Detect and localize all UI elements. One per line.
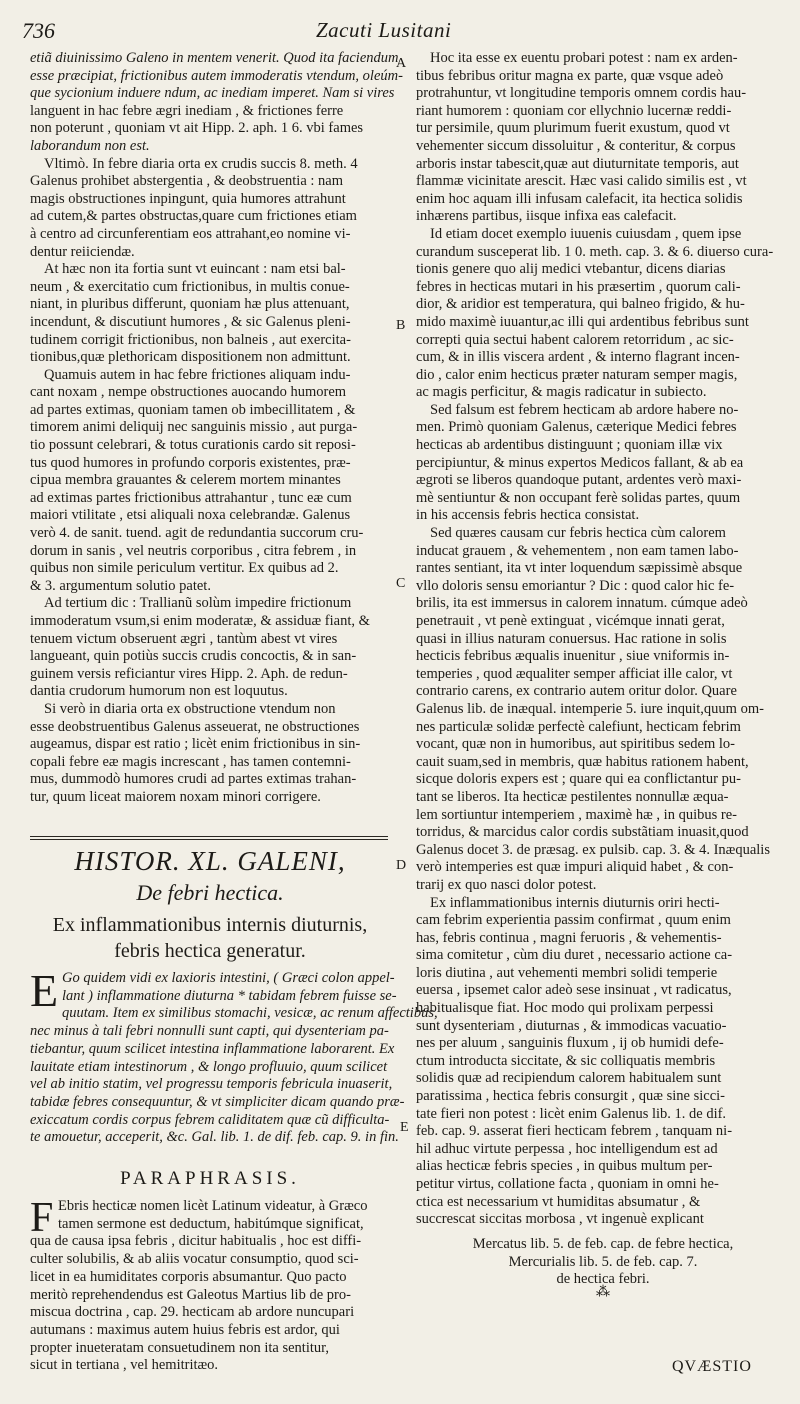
left-column-line: neum , & exercitatio cum frictionibus, in multis conue-	[30, 278, 350, 295]
right-column-line: riant humorem : quoniam cor ellychnio lucernæ reddi-	[416, 102, 732, 119]
right-column-line: torridus, & marcidus calor cordis substãtiam inuasit,quod	[416, 824, 749, 841]
history-description-line-1: Ex inflammationibus internis diuturnis,	[52, 914, 368, 936]
left-column-line: que sycionium induere ndum, ac inediam imperet. Nam si vires	[30, 85, 395, 102]
left-column-line: laborandum non est.	[30, 137, 150, 154]
left-column-line: verò 4. de sanit. tuend. agit de redundantia succorum cru-	[30, 525, 364, 542]
left-column-line: dorum in sanis , vel neutris corporibus , citra febrem , in	[30, 542, 357, 559]
margin-letter-e: E	[400, 1120, 409, 1135]
right-column-line: tibus febribus oritur magna ex parte, quæ vsque adeò	[416, 67, 724, 84]
right-column-line: percipiuntur, & minus expertos Medicos fallant, & ab ea	[416, 454, 744, 471]
history-body-line: te amouetur, acceperit, &c. Gal. lib. 1. de dif. feb. cap. 9. in fin.	[30, 1129, 399, 1146]
right-column-line: protrahuntur, vt longitudine temporis omnem cordis hau-	[416, 85, 747, 102]
paraphrasis-body-line: tamen sermone est deductum, habitúmque significat,	[58, 1215, 364, 1232]
right-column-line: Sed falsum est febrem hecticam ab ardore habere no-	[430, 401, 739, 418]
right-column-line: Id etiam docet exemplo iuuenis cuiusdam , quem ipse	[430, 225, 742, 242]
history-description-line-2: febris hectica generatur.	[114, 940, 306, 962]
left-column-line: esse deobstruentibus Galenus asseuerat, ne obstructiones	[30, 718, 360, 735]
paraphrasis-body-line: sicut in tertiana , vel hemitritæo.	[30, 1357, 219, 1374]
right-column-line: succrescat siccitas morbosa , vt ingenuè explicant	[416, 1211, 704, 1228]
right-column-line: correpti quia sectui habent calorem retorridum , ac sic-	[416, 331, 734, 348]
right-column-line: ctum introducta siccitate, & sic colliquatis membris	[416, 1052, 716, 1069]
right-column-line: vocant, quæ non in humoribus, aut spiritibus sedem lo-	[416, 736, 735, 753]
right-column-line: loris diutina , aut vehementi membri solidi temperie	[416, 964, 718, 981]
right-column-line: mido maximè iuuantur,ac illi qui ardentibus febribus sunt	[416, 313, 749, 330]
page-number: 736	[22, 18, 55, 43]
paraphrasis-body-line: miscua doctrina , cap. 29. hecticam ab ardore nuncupari	[30, 1304, 355, 1321]
ornament-asterism: ⁂	[596, 1285, 610, 1300]
right-column-line: nes per aluum , sanguinis fluxum , ij ob humidi defe-	[416, 1035, 724, 1052]
left-column-line: cipua membra grauantes & celerem mortem minantes	[30, 472, 341, 489]
right-column-line: cum, & in illis viscera ardent , & interno flagrant incen-	[416, 349, 740, 366]
right-column-line: dio , calor enim hecticus præter naturam semper magis,	[416, 366, 738, 383]
history-body-line: tiebantur, quum scilicet intestina inflammatione laborarent. Ex	[30, 1040, 395, 1057]
history-body-line: Go quidem vidi ex laxioris intestini, ( Græci colon appel-	[62, 970, 395, 986]
right-column-line: tant se liberos. Ita hecticæ pestilentes nonnullæ æqua-	[416, 788, 729, 805]
left-column-line: At hæc non ita fortia sunt vt euincant : nam etsi bal-	[44, 261, 346, 278]
left-column-line: cant noxam , nempe obstructiones auocando humorem	[30, 384, 347, 401]
right-column-line: contrario carens, ex contrario autem oritur dolor. Quare	[416, 683, 737, 700]
left-column-line: magis obstructiones inpingunt, quia humores attrahunt	[30, 190, 346, 207]
margin-letter-b: B	[396, 318, 406, 333]
left-column-line: & 3. argumentum solutio patet.	[30, 577, 211, 594]
paraphrasis-body-line: meritò reprehendendus est Galeotus Martius lib de pro-	[30, 1286, 351, 1303]
right-column-line: tate fieri non potest : licèt enim Galenus lib. 1. de dif.	[416, 1105, 727, 1122]
right-column-line: temperies , quod æqualiter semper afficiat ille calor, vt	[416, 665, 733, 682]
history-body-line: vel ab initio statim, vel progressu temporis febricula inuaserit,	[30, 1076, 393, 1093]
left-column-line: non poterunt , quoniam vt ait Hipp. 2. aph. 1 6. vbi fames	[30, 120, 364, 137]
left-column	[30, 50, 403, 807]
history-body-line: tabidæ febres consequuntur, & vt simpliciter dicam quando præ-	[30, 1093, 405, 1110]
right-column-line: cauit suam,sed in membris, quæ habitus rationem habent,	[416, 753, 749, 770]
left-column-line: mus, dummodò humores crudi ad partes extimas trahan-	[30, 771, 357, 788]
margin-letter-a: A	[396, 56, 407, 71]
left-column-line: Ad tertium dic : Trallianũ solùm impedire frictionum	[44, 595, 352, 612]
right-column-line: Galenus docet 3. de præsag. ex pulsib. cap. 3. & 4. Inæqualis	[416, 841, 770, 858]
left-column-line: tenuem victum obseruent ægri , tantùm abest vt vires	[30, 630, 338, 647]
left-column-line: incendunt, & discutiunt humores , & sic Galenus pleni-	[30, 313, 351, 330]
right-column-line: vllo doloris sensu emoriantur ? Dic : quod calor hic fe-	[416, 577, 735, 594]
paraphrasis-drop-cap: F	[30, 1195, 54, 1241]
right-column	[416, 50, 790, 1229]
right-column-line: hil adhuc virtute perpessa , hoc intelligendum est ad	[416, 1140, 718, 1157]
right-column-line: rantes sentiant, ita vt inter loquendum sæpissimè absque	[416, 560, 743, 577]
left-column-line: guinem versis reficiantur vires Hipp. 2. Aph. de redun-	[30, 665, 348, 682]
left-column-line: maiori vtilitate , etsi aliquali noxa celebrandæ. Galenus	[30, 507, 351, 524]
left-column-line: langueant, quin potiùs succis crudis concoctis, & in san-	[30, 648, 357, 665]
right-column-line: inhærens partibus, iisque infixa eas calefacit.	[416, 208, 677, 225]
right-column-line: hecticas ab ardentibus distinguunt ; quoniam illæ vix	[416, 437, 723, 454]
left-column-line: tio possunt celebrari, & totus curationis cardo sit reposi-	[30, 437, 356, 454]
left-column-line: Si verò in diaria orta ex obstructione vtendum non	[44, 700, 336, 717]
left-column-line: à centro ad circunferentiam eos attrahant,eo nomine vi-	[30, 225, 351, 242]
reference-line: Mercatus lib. 5. de feb. cap. de febre hectica,	[472, 1236, 734, 1252]
right-column-line: verò intemperies est quæ impuri aliquid habet , & con-	[416, 859, 734, 876]
right-column-line: quasi in illius naturam conuersus. Hac ratione in solis	[416, 630, 727, 647]
right-column-line: enim hoc aquam illi infusam calefacit, ita hectica solidis	[416, 190, 743, 207]
right-column-line: Galenus lib. de inæqual. intemperie 5. iure inquit,quum om-	[416, 700, 764, 717]
right-column-line: Ex inflammationibus internis diuturnis oriri hecti-	[430, 894, 720, 911]
history-description	[30, 912, 390, 964]
history-body-line: quutam. Item ex similibus stomachi, vesicæ, ac renum affectibus,	[62, 1005, 438, 1022]
history-subtitle: De febri hectica.	[136, 880, 284, 905]
right-column-line: men. Primò quoniam Galenus, cæterique Medici febres	[416, 419, 737, 436]
left-column-line: Quamuis autem in hac febre frictiones aliquam indu-	[44, 366, 351, 383]
left-column-line: tudinem corrigit frictionibus, non balneis , aut exercita-	[30, 331, 351, 348]
left-column-line: dantia crudorum humorum non est loquutus.	[30, 683, 288, 700]
right-column-line: in his accensis febris hectica consistat.	[416, 507, 640, 524]
right-column-line: flammæ vicinitate arescit. Hæc vasi calido similis est , vt	[416, 173, 747, 190]
left-column-line: copali febre eæ magis increscant , has tamen contemni-	[30, 753, 351, 770]
left-column-line: etiã diuinissimo Galeno in mentem venerit. Quod ita faciendum	[30, 50, 399, 66]
right-column-line: trarij ex quo nasci dolor potest.	[416, 876, 597, 893]
history-body-line: lauitate etiam intestinorum , & longo profluuio, quum scilicet	[30, 1058, 388, 1075]
left-column-line: niant, in pluribus differunt, quoniam hæ plus attenuant,	[30, 296, 350, 313]
history-body	[30, 965, 438, 1147]
right-column-line: arboris instar tabescit,quæ aut diuturnitate temporis, aut	[416, 155, 739, 172]
left-column-line: tur, quum liceat maiorem noxam minori corrigere.	[30, 788, 321, 805]
right-column-line: curandum susceperat lib. 1 0. meth. cap. 3. & 6. diuerso cura-	[416, 243, 774, 260]
right-column-line: sicque doloris expers est ; quare qui ea conflictantur pu-	[416, 771, 741, 788]
paraphrasis-body	[30, 1195, 390, 1375]
right-column-line: has, febris continua , magni feruoris , & vehementis-	[416, 929, 722, 946]
right-column-line: dior, & aridior est temperatura, qui balneo frigido, & hu-	[416, 296, 745, 313]
right-column-line: vehementer siccum dissoluitur , & conteritur, & corpus	[416, 137, 736, 154]
left-column-line: augeamus, dispar est ratio ; licèt enim frictionibus in sin-	[30, 736, 361, 753]
running-head: Zacuti Lusitani	[316, 18, 452, 42]
left-column-line: dentur reiiciendæ.	[30, 243, 135, 260]
left-column-line: immoderatum vsum,si enim moderatæ, & assiduæ fiant, &	[30, 613, 370, 629]
right-column-line: Hoc ita esse ex euentu probari potest : nam ex arden-	[430, 50, 738, 66]
right-column-line: habitualisque fiat. Hoc modo qui prolixam perpessi	[416, 1000, 714, 1017]
paraphrasis-body-line: licet in ea humiditates corporis absumantur. Quo pacto	[30, 1268, 347, 1285]
margin-letter-c: C	[396, 576, 406, 591]
right-column-line: Sed quæres causam cur febris hectica cùm calorem	[430, 525, 726, 542]
right-column-line: feb. cap. 9. asserat fieri hecticam febrem , tanquam ni-	[416, 1123, 733, 1140]
reference-line: de hectica febri.	[556, 1271, 650, 1288]
paraphrasis-body-line: propter inueteratam consuetudinem non ita sentitur,	[30, 1339, 329, 1356]
history-body-line: lant ) inflammatione diuturna * tabidam febrem fuisse se-	[62, 987, 397, 1004]
paraphrasis-body-line: culter solubilis, & ab aliis vocatur consumptio, quod sci-	[30, 1251, 359, 1268]
section-rule-thin	[30, 839, 388, 840]
right-column-line: euersa , ipsemet calor adeò sese insinuat , vt radicatus,	[416, 982, 732, 999]
right-column-line: nes particulæ solidæ perfectè calefiunt, hecticam febrim	[416, 718, 741, 735]
left-column-line: quibus non simile periculum vertitur. Ex quibus ad 2.	[30, 560, 339, 577]
history-body-line: exiccatum cordis corpus febrem caliditatem quæ cũ difficulta-	[30, 1111, 390, 1128]
reference-line: Mercurialis lib. 5. de feb. cap. 7.	[508, 1253, 698, 1270]
paraphrasis-body-line: autumans : maximus autem huius febris est ardor, qui	[30, 1321, 340, 1338]
right-column-text	[416, 50, 790, 1229]
left-column-line: ad partes extimas, quoniam tamen ob imbecillitatem , &	[30, 401, 356, 418]
left-column-line: Galenus prohibet abstergentia , & deobstruentia : nam	[30, 173, 344, 190]
right-column-line: hecticis febribus æqualis inuenitur , siue vniformis in-	[416, 648, 730, 665]
right-column-line: inducat grauem , & vehementem , non eam tamen labo-	[416, 542, 739, 559]
right-column-line: ctica est necessarium vt humiditas absumatur , &	[416, 1193, 701, 1210]
right-column-line: paratissima , hectica febris consurgit , quæ sine sicci-	[416, 1088, 725, 1105]
right-column-line: alias hecticæ febris species , in quibus multum per-	[416, 1158, 713, 1175]
right-column-line: ægroti se liberos quandoque putant, ardentes verò maxi-	[416, 472, 742, 489]
right-column-line: penetrauit , vt penè extinguat , vicémque innati gerat,	[416, 613, 725, 629]
left-column-line: timorem animi deliquij nec sanguinis missio , aut purga-	[30, 419, 358, 436]
margin-letter-d: D	[396, 858, 407, 873]
left-column-line: languent in hac febre ægri inediam , & frictiones ferre	[30, 102, 344, 119]
right-column-line: sunt dysenteriam , diuturnas , & immodicas vacuatio-	[416, 1017, 727, 1034]
history-body-line: nec minus à tali febri nonnulli sunt capti, qui dysenteriam pa-	[30, 1023, 389, 1040]
history-title: HISTOR. XL. GALENI,	[74, 846, 346, 876]
right-column-line: sima comitetur , cùm diu duret , necessario actione ca-	[416, 947, 733, 964]
history-drop-cap: E	[30, 965, 59, 1016]
left-column-text	[30, 50, 403, 807]
right-column-line: solidis quæ ad recipiendum calorem habitualem sunt	[416, 1070, 722, 1087]
right-column-line: brilis, ita est immersus in calorem innatum. cúmque adeò	[416, 595, 748, 612]
right-column-line: tionis genere quo alij medici vtebantur, dicens diarias	[416, 261, 726, 278]
right-column-line: cam febrim experientia passim confirmat , quum enim	[416, 912, 731, 929]
right-column-line: ac magis perficitur, & magis radicatur in subiecto.	[416, 384, 707, 401]
left-column-line: esse præcipiat, frictionibus autem immoderatis vtendum, oleúm-	[30, 67, 403, 84]
catchword: QVÆSTIO	[672, 1358, 752, 1375]
left-column-line: Vltimò. In febre diaria orta ex crudis succis 8. meth. 4	[44, 155, 358, 172]
right-column-line: petitur virtus, collatione facta , quoniam in omni he-	[416, 1176, 719, 1192]
right-column-line: febres in hecticas mutari in his præsertim , quorum cali-	[416, 278, 741, 295]
right-column-line: mè sentiuntur & non occupant ferè solidas partes, quum	[416, 489, 741, 506]
paraphrasis-title: PARAPHRASIS.	[120, 1168, 300, 1189]
right-column-line: tur persimile, quum plurimum fuerit exustum, quod vt	[416, 120, 730, 137]
paraphrasis-body-line: Ebris hecticæ nomen licèt Latinum videatur, à Græco	[58, 1198, 368, 1214]
left-column-line: ad extimas partes frictionibus attrahantur , tunc eæ cum	[30, 489, 352, 506]
right-column-line: lem sortiuntur intemperiem , maximè hæ , in quibus re-	[416, 806, 737, 823]
left-column-line: tionibus,quæ plethoricam dispositionem non admittunt.	[30, 349, 351, 366]
left-column-line: tus quod humores in profundo corporis existentes, præ-	[30, 454, 351, 471]
page-header	[0, 14, 800, 44]
paraphrasis-body-line: qua de causa ipsa febris , dicitur habitualis , hoc est diffi-	[30, 1233, 362, 1250]
references	[416, 1236, 790, 1289]
left-column-line: ad cutem,& partes obstructas,quare cum frictiones etiam	[30, 208, 357, 225]
section-rule	[30, 836, 388, 837]
